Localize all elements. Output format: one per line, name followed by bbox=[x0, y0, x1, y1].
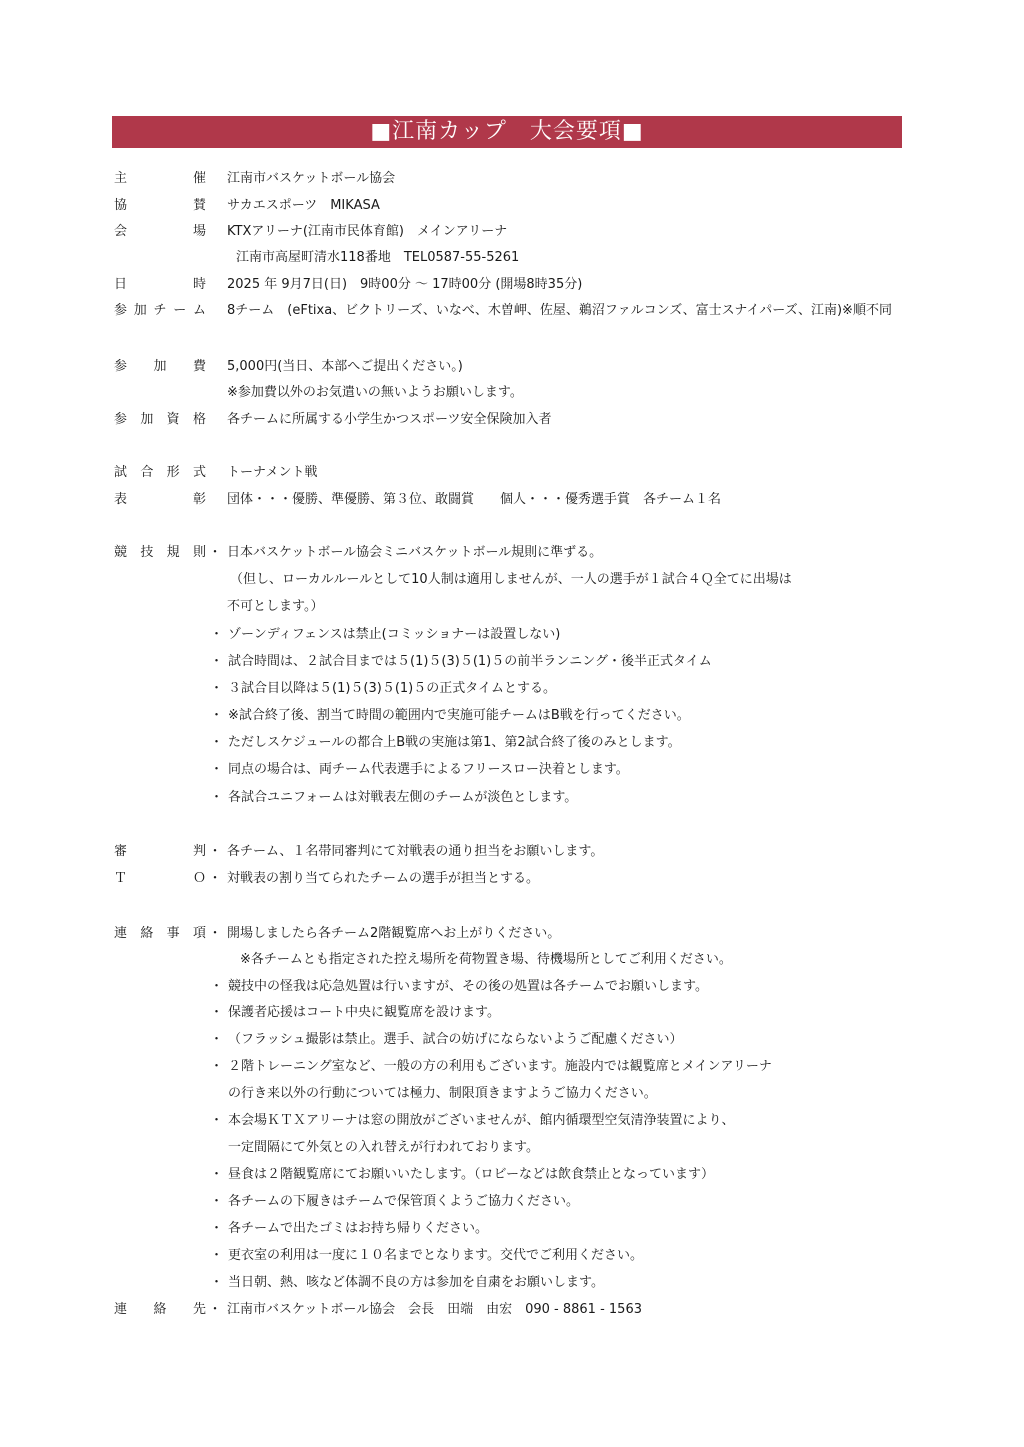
host-label: 主 催 bbox=[114, 171, 206, 186]
bullet: ・ bbox=[210, 708, 224, 723]
bullet: ・ bbox=[210, 979, 224, 994]
bullet: ・ bbox=[210, 1194, 224, 1209]
sponsor-value: サカエスポーツ MIKASA bbox=[227, 198, 380, 213]
contact-value: 江南市バスケットボール協会 会長 田端 由宏 090 - 8861 - 1563 bbox=[227, 1302, 642, 1317]
notices-line: 各チームの下履きはチームで保管頂くようご協力ください。 bbox=[228, 1194, 580, 1209]
notices-row bbox=[0, 1027, 1024, 1053]
bullet: ・ bbox=[210, 1275, 224, 1290]
eligibility-row bbox=[0, 407, 1024, 433]
notices-line: 当日朝、熱、咳など体調不良の方は参加を自粛をお願いします。 bbox=[228, 1275, 604, 1290]
notices-row bbox=[0, 1108, 1024, 1134]
bullet: ・ bbox=[208, 926, 222, 941]
venue-label: 会 場 bbox=[114, 224, 206, 239]
to-label: Ｔ Ｏ bbox=[114, 871, 206, 886]
bullet: ・ bbox=[210, 762, 224, 777]
notices-line: 本会場ＫＴＸアリーナは窓の開放がございませんが、館内循環型空気清浄装置により、 bbox=[228, 1113, 735, 1128]
notices-line: ※各チームとも指定された控え場所を荷物置き場、待機場所としてご利用ください。 bbox=[240, 952, 732, 967]
rules-line: 各試合ユニフォームは対戦表左側のチームが淡色とします。 bbox=[228, 790, 578, 805]
bullet: ・ bbox=[210, 1221, 224, 1236]
notices-row bbox=[0, 1054, 1024, 1080]
bullet: ・ bbox=[210, 1113, 224, 1128]
venue-address-row bbox=[0, 245, 1024, 271]
referee-label: 審 判 bbox=[114, 844, 206, 859]
eligibility-label: 参 加 資 格 bbox=[114, 412, 206, 427]
bullet: ・ bbox=[210, 681, 224, 696]
rules-row bbox=[0, 649, 1024, 675]
rules-line: 日本バスケットボール協会ミニバスケットボール規則に準ずる。 bbox=[227, 545, 603, 560]
notices-line: 昼食は２階観覧席にてお願いいたします。（ロビーなどは飲食禁止となっています） bbox=[228, 1167, 714, 1182]
rules-label: 競 技 規 則 bbox=[114, 545, 206, 560]
rules-row bbox=[0, 540, 1024, 566]
rules-line: 試合時間は、２試合目までは５(1)５(3)５(1)５の前半ランニング・後半正式タイム bbox=[228, 654, 712, 669]
page-title: ■江南カップ 大会要項■ bbox=[112, 116, 902, 148]
rules-line: （但し、ローカルルールとして10人制は適用しませんが、一人の選手が１試合４Ｑ全てに出場は bbox=[230, 572, 792, 587]
bullet: ・ bbox=[208, 545, 222, 560]
to-value: 対戦表の割り当てられたチームの選手が担当とする。 bbox=[227, 871, 540, 886]
bullet: ・ bbox=[210, 790, 224, 805]
bullet: ・ bbox=[210, 1032, 224, 1047]
notices-row bbox=[0, 1162, 1024, 1188]
eligibility-value: 各チームに所属する小学生かつスポーツ安全保険加入者 bbox=[227, 412, 552, 427]
awards-row bbox=[0, 487, 1024, 513]
sponsor-row bbox=[0, 193, 1024, 219]
bullet: ・ bbox=[210, 1059, 224, 1074]
bullet: ・ bbox=[210, 654, 224, 669]
datetime-row bbox=[0, 272, 1024, 298]
rules-row bbox=[0, 785, 1024, 811]
notices-line: 保護者応援はコート中央に観覧席を設けます。 bbox=[228, 1005, 500, 1020]
rules-line: ただしスケジュールの都合上B戦の実施は第1、第2試合終了後のみとします。 bbox=[228, 735, 681, 750]
notices-row bbox=[0, 974, 1024, 1000]
notices-line: ２階トレーニング室など、一般の方の利用もございます。施設内では観覧席とメインアリーナ bbox=[228, 1059, 772, 1074]
bullet: ・ bbox=[210, 1167, 224, 1182]
notices-row bbox=[0, 1270, 1024, 1296]
rules-line: 同点の場合は、両チーム代表選手によるフリースロー決着とします。 bbox=[228, 762, 629, 777]
rules-line: ※試合終了後、割当て時間の範囲内で実施可能チームはB戦を行ってください。 bbox=[228, 708, 690, 723]
fee-note-row bbox=[0, 380, 1024, 406]
rules-row bbox=[0, 757, 1024, 783]
notices-row bbox=[0, 1189, 1024, 1215]
venue-row bbox=[0, 219, 1024, 245]
notices-row bbox=[0, 1081, 1024, 1107]
notices-line: 競技中の怪我は応急処置は行いますが、その後の処置は各チームでお願いします。 bbox=[228, 979, 708, 994]
bullet: ・ bbox=[208, 844, 222, 859]
rules-row bbox=[0, 676, 1024, 702]
fee-row bbox=[0, 354, 1024, 380]
referee-value: 各チーム、１名帯同審判にて対戦表の通り担当をお願いします。 bbox=[227, 844, 604, 859]
notices-label: 連 絡 事 項 bbox=[114, 926, 206, 941]
datetime-value: 2025 年 9月7日(日) 9時00分 ～ 17時00分 (開場8時35分) bbox=[227, 277, 583, 292]
format-value: トーナメント戦 bbox=[227, 465, 318, 480]
notices-line: の行き来以外の行動については極力、制限頂きますようご協力ください。 bbox=[228, 1086, 657, 1101]
notices-line: 各チームで出たゴミはお持ち帰りください。 bbox=[228, 1221, 489, 1236]
host-value: 江南市バスケットボール協会 bbox=[227, 171, 396, 186]
fee-note: ※参加費以外のお気遣いの無いようお願いします。 bbox=[227, 385, 523, 400]
contact-row bbox=[0, 1297, 1024, 1323]
notices-row bbox=[0, 1135, 1024, 1161]
rules-row bbox=[0, 567, 1024, 593]
bullet: ・ bbox=[208, 871, 222, 886]
notices-row bbox=[0, 1243, 1024, 1269]
teams-value: 8チーム (eFtixa、ビクトリーズ、いなべ、木曽岬、佐屋、鵜沼ファルコンズ、富士スナイパーズ、江南)※順不同 bbox=[227, 303, 892, 318]
awards-label: 表 彰 bbox=[114, 492, 206, 507]
notices-line: （フラッシュ撮影は禁止。選手、試合の妨げにならないようご配慮ください） bbox=[228, 1032, 683, 1047]
notices-line: 更衣室の利用は一度に１０名までとなります。交代でご利用ください。 bbox=[228, 1248, 643, 1263]
rules-row bbox=[0, 622, 1024, 648]
venue-value: KTXアリーナ(江南市民体育館) メインアリーナ bbox=[227, 224, 508, 239]
rules-row bbox=[0, 594, 1024, 620]
bullet: ・ bbox=[210, 735, 224, 750]
to-row bbox=[0, 866, 1024, 892]
notices-row bbox=[0, 1000, 1024, 1026]
rules-line: ３試合目以降は５(1)５(3)５(1)５の正式タイムとする。 bbox=[228, 681, 556, 696]
bullet: ・ bbox=[208, 1302, 222, 1317]
rules-row bbox=[0, 703, 1024, 729]
fee-value: 5,000円(当日、本部へご提出ください。) bbox=[227, 359, 463, 374]
awards-value: 団体・・・優勝、準優勝、第３位、敢闘賞 個人・・・優秀選手賞 各チーム１名 bbox=[227, 492, 722, 507]
venue-address: 江南市高屋町清水118番地 TEL0587-55-5261 bbox=[236, 250, 520, 265]
bullet: ・ bbox=[210, 1248, 224, 1263]
datetime-label: 日 時 bbox=[114, 277, 206, 292]
teams-row bbox=[0, 298, 1024, 324]
notices-line: 一定間隔にて外気との入れ替えが行われております。 bbox=[228, 1140, 539, 1155]
notices-row bbox=[0, 1216, 1024, 1242]
notices-line: 開場しましたら各チーム2階観覧席へお上がりください。 bbox=[227, 926, 561, 941]
contact-label: 連 絡 先 bbox=[114, 1302, 206, 1317]
sponsor-label: 協 賛 bbox=[114, 198, 206, 213]
referee-row bbox=[0, 839, 1024, 865]
bullet: ・ bbox=[210, 627, 224, 642]
notices-row bbox=[0, 921, 1024, 947]
rules-line: 不可とします。） bbox=[227, 599, 324, 614]
format-label: 試 合 形 式 bbox=[114, 465, 206, 480]
rules-line: ゾーンディフェンスは禁止(コミッショナーは設置しない) bbox=[228, 627, 561, 642]
host-row bbox=[0, 166, 1024, 192]
fee-label: 参 加 費 bbox=[114, 359, 206, 374]
teams-label: 参 加 チ ー ム bbox=[114, 303, 206, 318]
format-row bbox=[0, 460, 1024, 486]
rules-row bbox=[0, 730, 1024, 756]
notices-row bbox=[0, 947, 1024, 973]
bullet: ・ bbox=[210, 1005, 224, 1020]
